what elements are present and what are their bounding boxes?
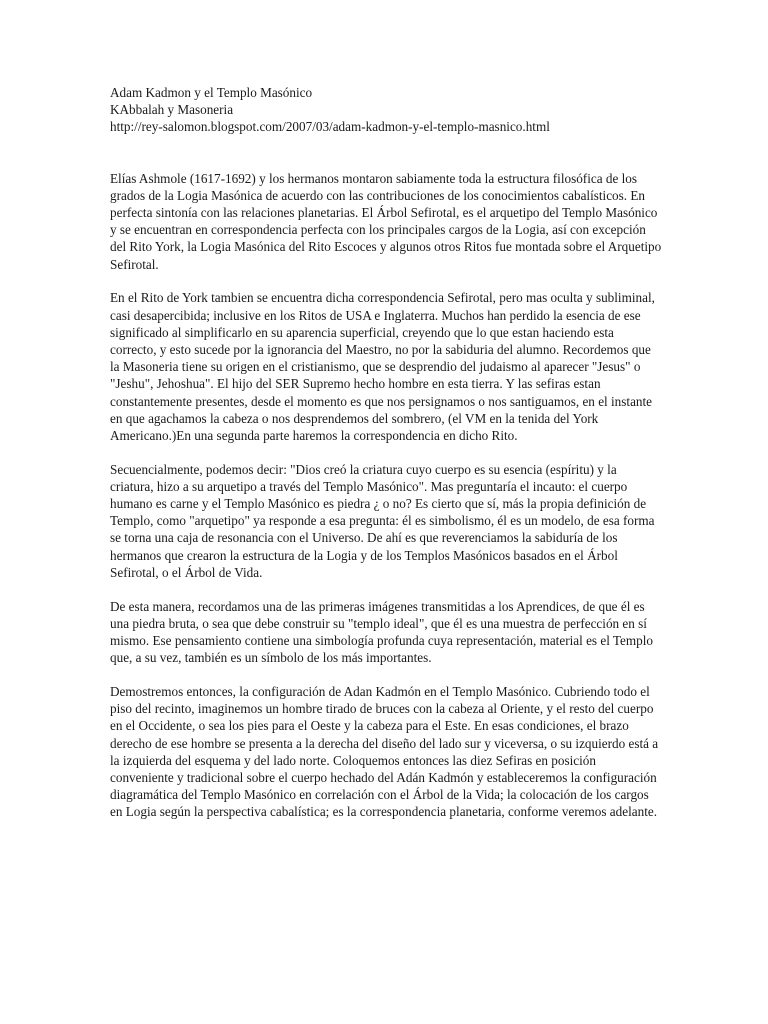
document-title: Adam Kadmon y el Templo Masónico	[110, 85, 313, 100]
paragraph-3: Secuencialmente, podemos decir: "Dios creó la criatura cuyo cuerpo es su esencia (espíritu) y la criatura, hizo a su arquetipo a través del Templo Masónico". Mas preguntaría el incauto: el cuerpo humano es carne y el Templo Masónico es piedra ¿ o no? Es cierto que sí, más la propia definición de Templo, como "arquetipo" ya responde a esa pregunta: él es simbolismo, él es un modelo, de esa forma se torna una caja de resonancia con el Universo. De ahí es que reverenciamos la sabiduría de los hermanos que crearon la estructura de la Logia y de los Templos Masónicos basados en el Árbol Sefirotal, o el Árbol de Vida.	[110, 461, 655, 580]
document-subtitle: KAbbalah y Masoneria	[110, 102, 234, 118]
paragraph-4: De esta manera, recordamos una de las primeras imágenes transmitidas a los Aprendices, de que él es una piedra bruta, o sea que debe construir su "templo ideal", que él es una muestra de perfección en sí mismo. Ese pensamiento contiene una simbología profunda cuya representación, material es el Templo que, a su vez, también es un símbolo de los más importantes.	[110, 598, 654, 666]
document-header	[110, 84, 662, 136]
source-url: http://rey-salomon.blogspot.com/2007/03/adam-kadmon-y-el-templo-masnico.html	[110, 119, 550, 135]
paragraph-2: En el Rito de York tambien se encuentra dicha correspondencia Sefirotal, pero mas oculta y subliminal, casi desapercibida; inclusive en los Ritos de USA e Inglaterra. Muchos han perdido la esencia de ese significado al simplificarlo en su aparencia superficial, creyendo que lo que estan haciendo esta correcto, y esto sucede por la ignorancia del Maestro, no por la sabiduria del alumno. Recordemos que la Masoneria tiene su origen en el cristianismo, que se desprendio del judaismo al aparecer "Jesus" o "Jeshu", Jehoshua". El hijo del SER Supremo hecho hombre en esta tierra. Y las sefiras estan constantemente presentes, desde el momento es que nos persignamos o nos santiguamos, en el instante en que agachamos la cabeza o nos desprendemos del sombrero, (el VM en la tenida del York Americano.)En una segunda parte haremos la correspondencia en dicho Rito.	[110, 290, 655, 443]
paragraph-1: Elías Ashmole (1617-1692) y los hermanos montaron sabiamente toda la estructura filosófica de los grados de la Logia Masónica de acuerdo con las contribuciones de los conocimientos cabalísticos. En perfecta sintonía con las relaciones planetarias. El Árbol Sefirotal, es el arquetipo del Templo Masónico y se encuentran en correspondencia perfecta con los principales cargos de la Logia, así con excepción del Rito York, la Logia Masónica del Rito Escoces y algunos otros Ritos fue montada sobre el Arquetipo Sefirotal.	[110, 170, 662, 272]
document-page	[110, 84, 662, 837]
paragraph-5: Demostremos entonces, la configuración de Adan Kadmón en el Templo Masónico. Cubriendo todo el piso del recinto, imaginemos un hombre tirado de bruces con la cabeza al Oriente, y el resto del cuerpo en el Occidente, o sea los pies para el Oeste y la cabeza para el Este. En esas condiciones, el brazo derecho de ese hombre se presenta a la derecha del diseño del lado sur y viceversa, o su izquierdo está a la izquierda del esquema y del lado norte. Coloquemos entonces las diez Sefiras en posición conveniente y tradicional sobre el cuerpo hechado del Adán Kadmón y estableceremos la configuración diagramática del Templo Masónico en correlación con el Árbol de la Vida; la colocación de los cargos en Logia según la perspectiva cabalística; es la correspondencia planetaria, conforme veremos adelante.	[110, 683, 659, 820]
document-body	[110, 170, 662, 821]
